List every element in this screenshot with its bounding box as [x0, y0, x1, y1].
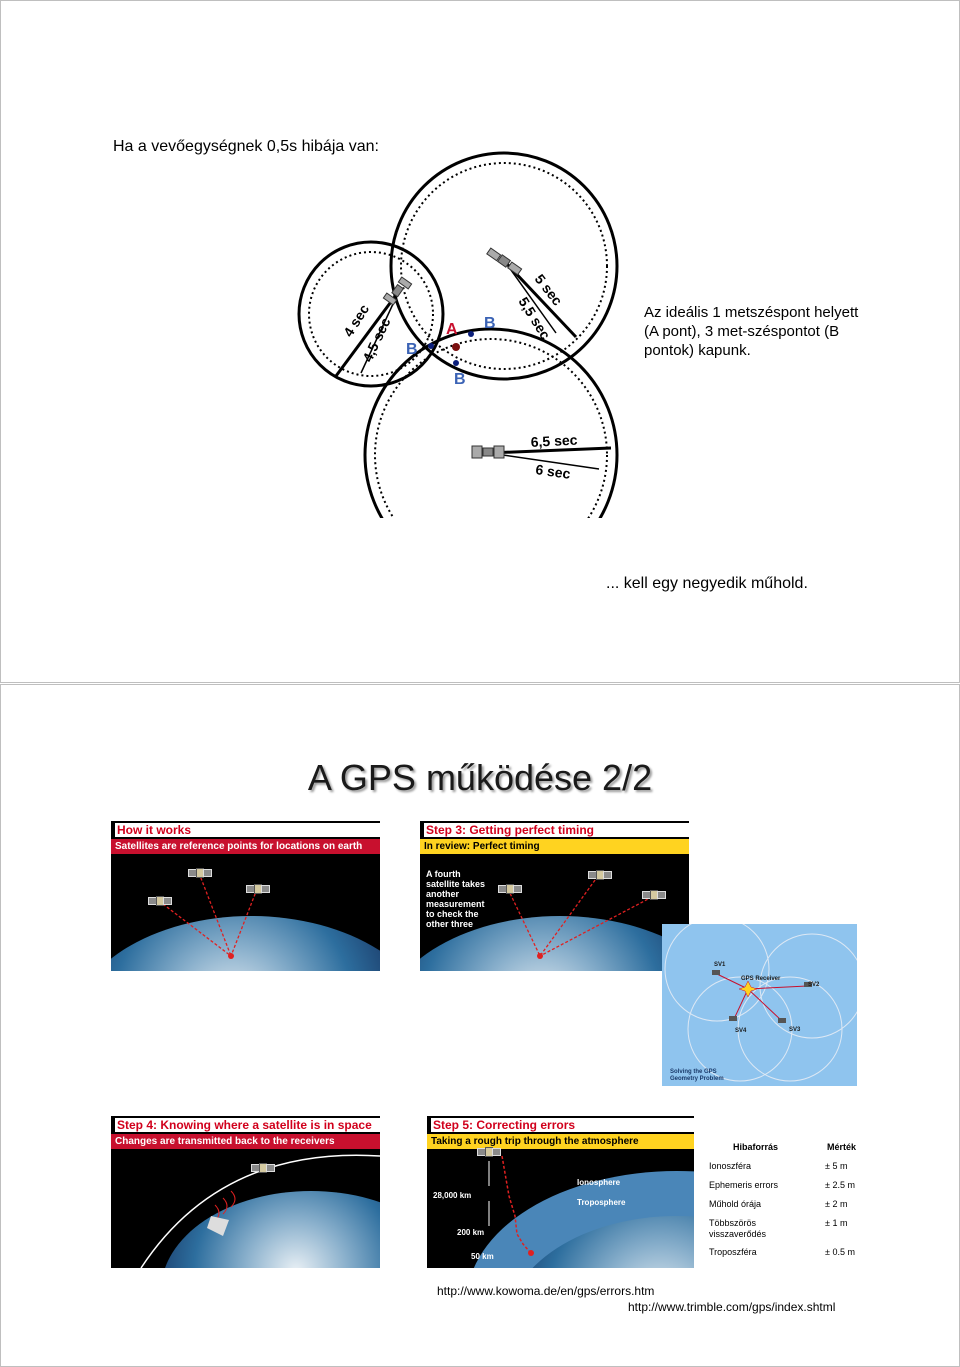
slide-2-title: A GPS működése 2/2 [307, 757, 653, 798]
satellite-icon [477, 1144, 499, 1158]
error-table-header-source: Hibaforrás [733, 1142, 779, 1152]
error-value: ± 1 m [825, 1218, 848, 1228]
error-source: Ephemeris errors [709, 1180, 779, 1190]
point-b-label-3: B [454, 371, 466, 388]
panel-step-4 [111, 1116, 380, 1268]
panel-1-title: How it works [115, 823, 380, 837]
satellite-icon [188, 865, 210, 879]
troposphere-label: Troposphere [577, 1198, 626, 1207]
panel-geometry [662, 924, 857, 1086]
error-source: Troposzféra [709, 1247, 757, 1257]
sv4-label: SV4 [735, 1028, 747, 1034]
panel-2-title: Step 3: Getting perfect timing [424, 823, 689, 837]
error-source: Műhold órája [709, 1199, 762, 1209]
altitude-label-3: 50 km [471, 1252, 494, 1261]
geometry-caption: Solving the GPS Geometry Problem [670, 1069, 724, 1082]
orbit-diagram [111, 1116, 380, 1268]
panel-how-it-works [111, 821, 380, 971]
error-value: ± 5 m [825, 1161, 848, 1171]
panel-5-title: Step 5: Correcting errors [431, 1118, 694, 1132]
sv3-label: SV3 [789, 1027, 801, 1033]
label-5-5-sec: 5,5 sec [515, 294, 554, 343]
error-source: Ionoszféra [709, 1161, 752, 1171]
label-4-5-sec: 4,5 sec [359, 315, 394, 365]
error-value: ± 2.5 m [825, 1180, 855, 1190]
altitude-label-1: 28,000 km [433, 1191, 472, 1200]
error-table-header-size: Mérték [827, 1142, 857, 1152]
point-b-label-2: B [484, 315, 496, 332]
panel-4-bar: Changes are transmitted back to the receivers [111, 1134, 380, 1149]
sv2-label: SV2 [808, 982, 820, 988]
panel-4-title: Step 4: Knowing where a satellite is in space [115, 1118, 380, 1132]
slide-1-footer: ... kell egy negyedik műhold. [606, 575, 808, 592]
panel-5-bar: Taking a rough trip through the atmosphere [427, 1134, 694, 1149]
point-b-label-1: B [406, 341, 418, 358]
slide-1-heading: Ha a vevőegységnek 0,5s hibája van: [113, 138, 379, 155]
satellite-icon [642, 887, 664, 901]
slide-1 [0, 0, 960, 683]
source-link-trimble[interactable]: http://www.trimble.com/gps/index.shtml [628, 1300, 836, 1314]
satellite-icon [588, 867, 610, 881]
panel-2-bar: In review: Perfect timing [420, 839, 689, 854]
slide-1-note: Az ideális 1 metszéspont helyett (A pont), 3 met-széspontot (B pontok) kapunk. [644, 304, 859, 359]
satellite-icon [251, 1160, 273, 1174]
panel-2-caption: A fourth satellite takes another measurement to check the other three [426, 869, 486, 929]
point-a-label: A [446, 321, 458, 338]
source-link-kowoma[interactable]: http://www.kowoma.de/en/gps/errors.htm [437, 1284, 655, 1298]
error-value: ± 2 m [825, 1199, 848, 1209]
panel-step-3 [420, 821, 689, 971]
gps-receiver-label: GPS Receiver [741, 976, 781, 982]
error-source: Többszörös visszaverődés [709, 1218, 767, 1239]
left-solid-circle [299, 242, 443, 386]
sv1-label: SV1 [714, 962, 726, 968]
geometry-diagram [662, 924, 857, 1086]
satellite-icon [148, 893, 170, 907]
slide-2 [0, 684, 960, 1367]
satellite-icon-top [487, 248, 522, 275]
satellite-icon-bottom [472, 446, 504, 458]
label-6-5-sec: 6,5 sec [530, 431, 578, 450]
altitude-label-2: 200 km [457, 1228, 485, 1237]
panel-step-5 [427, 1116, 694, 1268]
label-4-sec: 4 sec [339, 301, 373, 340]
satellite-icon [246, 881, 268, 895]
label-5-sec: 5 sec [531, 270, 566, 309]
error-value: ± 0.5 m [825, 1247, 855, 1257]
label-6-sec: 6 sec [534, 461, 572, 482]
panel-1-bar: Satellites are reference points for locations on earth [111, 839, 380, 854]
satellite-icon [498, 881, 520, 895]
ionosphere-label: Ionosphere [577, 1178, 621, 1187]
